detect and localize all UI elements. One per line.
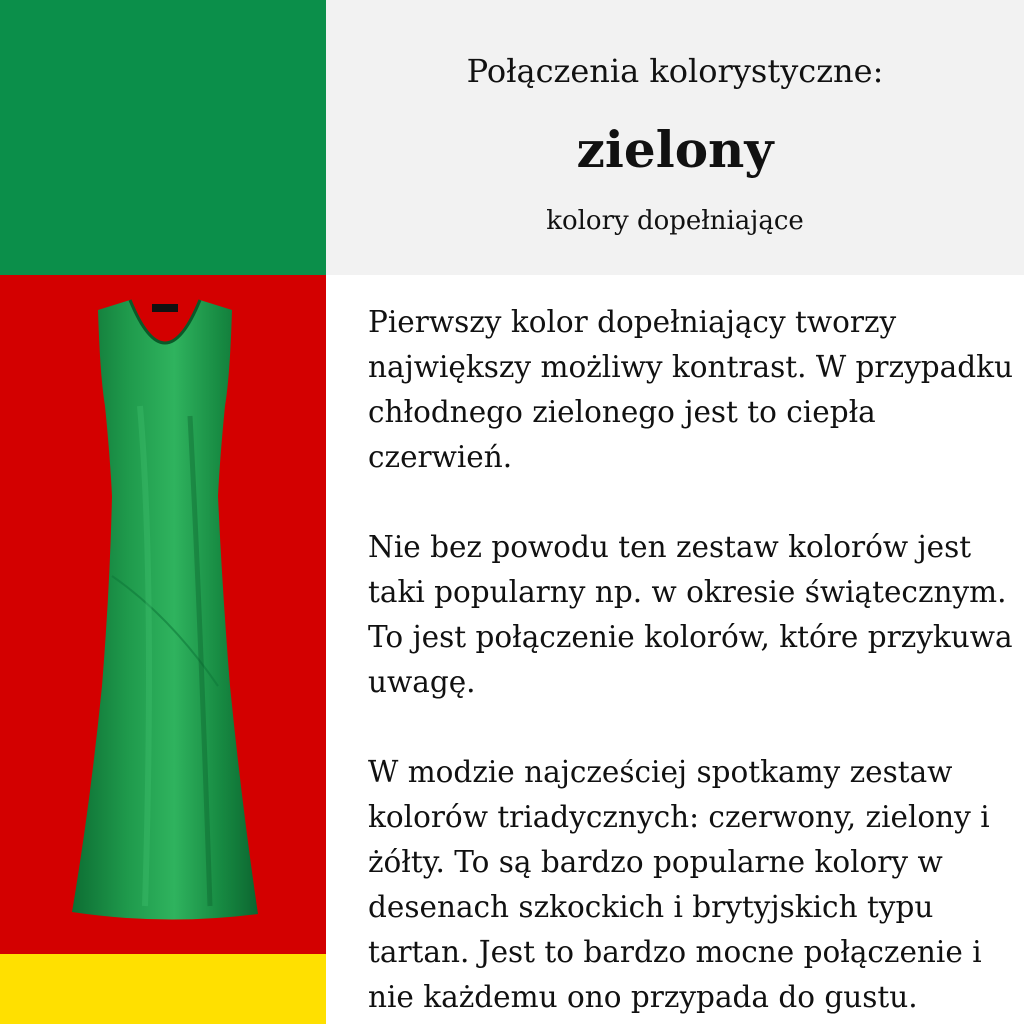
yellow-swatch: [0, 954, 326, 1024]
header-subtitle: kolory dopełniające: [546, 206, 804, 236]
header-panel: [326, 0, 1024, 275]
paragraph-1: Pierwszy kolor dopełniający tworzy największy możliwy kontrast. W przypadku chłodnego zielonego jest to ciepła czerwień.: [368, 305, 1013, 474]
header-title: Połączenia kolorystyczne:: [466, 52, 884, 90]
dress-icon: [60, 286, 270, 926]
paragraph-2: Nie bez powodu ten zestaw kolorów jest taki popularny np. w okresie świątecznym. To jest połączenie kolorów, które przykuwa uwagę.: [368, 530, 1013, 699]
color-name: zielony: [576, 120, 774, 179]
description-text: [368, 300, 1014, 1020]
green-swatch: [0, 0, 326, 275]
paragraph-3: W modzie najcześciej spotkamy zestaw kolorów triadycznych: czerwony, zielony i żółty. To są bardzo popularne kolory w desenach szkockich i brytyjskich typu tartan. Jest to bardzo mocne połączenie i nie każdemu ono przypada do gustu.: [368, 755, 990, 1014]
